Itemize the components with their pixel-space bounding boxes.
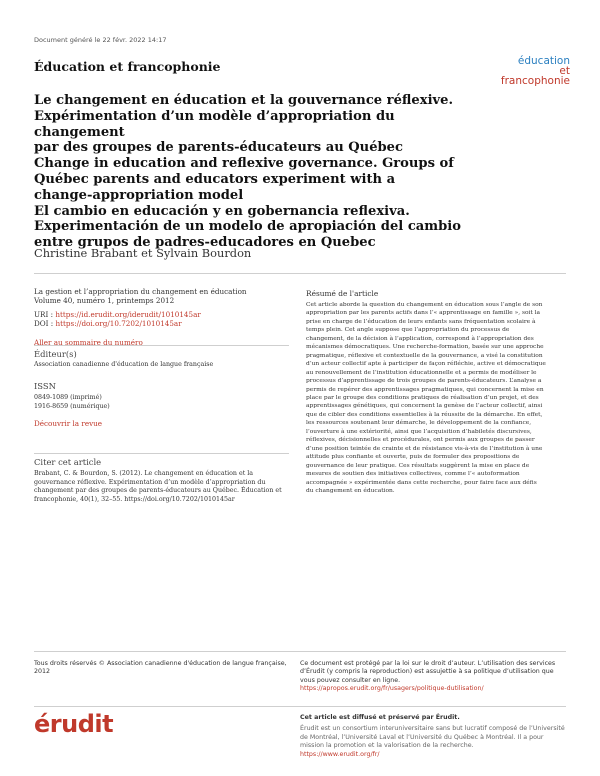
abstract-line: au renouvellement de l’institution éducationnelle et a permis de modéliser le xyxy=(306,369,537,376)
abstract-line: Cet article aborde la question du changement en éducation sous l’angle de son xyxy=(306,302,543,308)
doi-label: DOI : xyxy=(34,319,56,329)
logo-line-1: éducation xyxy=(517,55,570,67)
publisher-name: Association canadienne d'éducation de langue française xyxy=(34,361,214,369)
citation-line: gouvernance réflexive. Expérimentation d’un modèle d’appropriation du xyxy=(34,478,266,486)
citation-line: francophonie, 40(1), 32–55. https://doi.org/10.7202/1010145ar xyxy=(34,495,235,503)
issue-summary-link[interactable]: Aller au sommaire du numéro xyxy=(34,337,143,347)
cite-section xyxy=(34,458,289,504)
issn-heading: ISSN xyxy=(34,381,56,391)
protected-text: Ce document est protégé par la loi sur le droit d’auteur. L’utilisation des services d’Érudit (y compris la reproduction) est assujettie à sa politique d’utilisation que vous pouvez consulter en ligne. xyxy=(300,660,556,684)
abstract-line: changement, de la décision à l’application, correspond à l’appropriation des xyxy=(306,335,534,342)
abstract-line: mécanismes démocratiques. Une recherche-formation, basée sur une approche xyxy=(306,344,544,351)
abstract-line: accompagnée » expérimentée dans cette recherche, pour faire face aux défis xyxy=(306,479,537,486)
abstract-line: apprentissages génétiques, qui concernent la genèse de l’acteur collectif, ainsi xyxy=(306,403,543,410)
title-line: Change in education and reflexive governance. Groups of xyxy=(34,156,454,172)
footer-divider xyxy=(34,651,566,652)
title-line: change-appropriation model xyxy=(34,187,244,203)
title-line: Experimentación de un modelo de apropiación del cambio xyxy=(34,219,462,235)
abstract-line: temps plein. Cet angle suppose que l’appropriation du processus de xyxy=(306,327,510,334)
citation-line: changement par des groupes de parents-éducateurs au Québec. Éducation et xyxy=(34,487,282,495)
diffuse-heading: Cet article est diffusé et préservé par Érudit. xyxy=(300,714,460,721)
diffuse-text: Érudit est un consortium interuniversitaire sans but lucratif composé de l’Université de Montréal, l’Université Laval et l’Université du Québec à Montréal. Il a pour mission la promotion et la valorisation de la recherche. xyxy=(300,725,565,750)
title-line: entre grupos de padres-educadores en Quebec xyxy=(34,235,376,251)
abstract-line: réflexives, décisionnelles et procédurales, ont permis aux groupes de passer xyxy=(306,437,535,444)
generated-date: Document généré le 22 févr. 2022 14:17 xyxy=(34,36,167,44)
title-line: El cambio en educación y en gobernancia reflexiva. xyxy=(34,203,410,219)
issn-digital: 1916-8659 (numérique) xyxy=(34,402,110,410)
abstract-line: d’un acteur collectif apte à participer de façon réfléchie, active et démocratique xyxy=(306,361,546,368)
abstract-line: place par le groupe des conditions pratiques de réalisation d’un projet, et des xyxy=(306,394,539,401)
divider xyxy=(34,345,289,346)
issue-volume: Volume 40, numéro 1, printemps 2012 xyxy=(34,296,175,306)
journal-title[interactable]: Éducation et francophonie xyxy=(34,59,221,74)
abstract-line: les ressources soutenant leur démarche, le développement de la confiance, xyxy=(306,420,532,427)
abstract-line: appropriation par les parents actifs dans l’« apprentissage en famille », soit la xyxy=(306,310,541,317)
erudit-link[interactable]: https://www.erudit.org/fr/ xyxy=(300,750,380,758)
abstract-line: mesures de soutien des initiatives collectives, comme l’« autoformation xyxy=(306,471,520,478)
divider xyxy=(34,273,566,274)
authors: Christine Brabant et Sylvain Bourdon xyxy=(34,246,252,260)
journal-logo[interactable] xyxy=(490,56,570,86)
rights-notice: Tous droits réservés © Association canadienne d'éducation de langue française, 2012 xyxy=(34,660,287,676)
abstract-heading: Résumé de l'article xyxy=(306,289,379,298)
abstract-body xyxy=(306,301,566,495)
erudit-notice xyxy=(300,714,566,759)
abstract-line: d’une position teintée de crainte et de résistance vis-à-vis de l’institution à une xyxy=(306,445,543,452)
citation-line: Brabant, C. & Bourdon, S. (2012). Le changement en éducation et la xyxy=(34,470,254,478)
divider xyxy=(34,453,289,454)
abstract-line: du changement en éducation. xyxy=(306,487,395,494)
article-titles xyxy=(34,93,474,251)
title-line: Québec parents and educators experiment with a xyxy=(34,171,396,187)
issue-info xyxy=(34,287,289,347)
publisher-heading: Éditeur(s) xyxy=(34,349,77,359)
policy-link[interactable]: https://apropos.erudit.org/fr/usagers/politique-dutilisation/ xyxy=(300,685,484,693)
cite-heading: Citer cet article xyxy=(34,457,102,467)
abstract-line: permis de repérer des apprentissages pragmatiques, qui concernent la mise en xyxy=(306,386,544,393)
doi-link[interactable]: https://doi.org/10.7202/1010145ar xyxy=(55,319,182,329)
abstract-line: l’ouverture à une extériorité, ainsi que l’acquisition d’habiletés discursives, xyxy=(306,428,532,435)
title-line: Expérimentation d’un modèle d’appropriation du changement xyxy=(34,108,395,140)
abstract-line: gouvernance de leur pratique. Ces résultats suggèrent la mise en place de xyxy=(306,462,530,469)
abstract-line: processus d’apprentissage de trois groupes de parents-éducateurs. L’analyse a xyxy=(306,378,542,385)
issue-theme: La gestion et l’appropriation du changement en éducation xyxy=(34,287,247,296)
copyright-notice xyxy=(300,660,566,694)
abstract-line: que de cibler des conditions essentielles à la réussite de la démarche. En effet, xyxy=(306,411,543,418)
uri-link[interactable]: https://id.erudit.org/iderudit/1010145ar xyxy=(55,309,201,319)
abstract-line: attitude plus confiante et ouverte, puis de formuler des propositions de xyxy=(306,454,520,461)
publisher-section xyxy=(34,350,289,370)
footer-divider xyxy=(34,706,566,707)
title-line: Le changement en éducation et la gouvernance réflexive. xyxy=(34,93,454,108)
discover-journal-link[interactable]: Découvrir la revue xyxy=(34,419,103,429)
uri-label: URI : xyxy=(34,309,56,319)
abstract-line: pragmatique, réflexive et contextuelle de la gouvernance, a visé la constitution xyxy=(306,352,543,359)
uri-row xyxy=(34,310,289,319)
abstract-line: prise en charge de l’éducation de leurs enfants sans fréquentation scolaire à xyxy=(306,318,536,325)
logo-line-2: et francophonie xyxy=(500,65,570,87)
issn-print: 0849-1089 (imprimé) xyxy=(34,394,102,402)
title-line: par des groupes de parents-éducateurs au Québec xyxy=(34,140,403,156)
issn-section xyxy=(34,382,289,429)
erudit-logo[interactable]: érudit xyxy=(34,710,114,738)
doi-row xyxy=(34,319,289,328)
